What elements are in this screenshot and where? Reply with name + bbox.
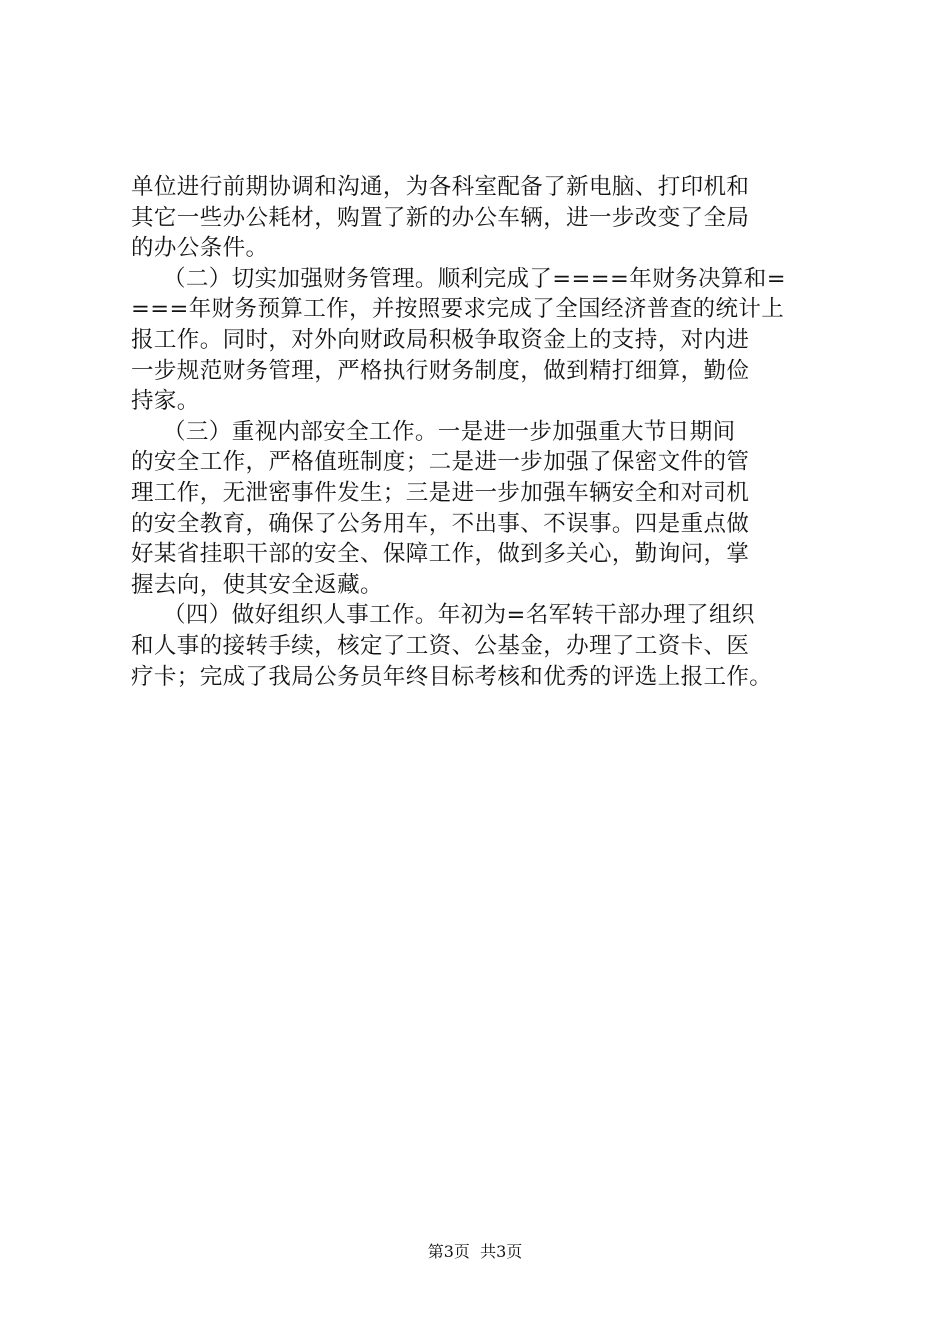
text-line: 的安全教育，确保了公务用车，不出事、不误事。四是重点做 bbox=[131, 510, 750, 537]
text-line: 和人事的接转手续，核定了工资、公基金，办理了工资卡、医 bbox=[131, 632, 750, 659]
text-line: 好某省挂职干部的安全、保障工作，做到多关心，勤询问，掌 bbox=[131, 541, 750, 568]
document-body bbox=[131, 172, 843, 692]
section-3-heading-line: （三）重视内部安全工作。一是进一步加强重大节日期间 bbox=[163, 418, 736, 445]
section-4-heading-line: （四）做好组织人事工作。年初为=名军转干部办理了组织 bbox=[163, 602, 755, 629]
text-line: 疗卡；完成了我局公务员年终目标考核和优秀的评选上报工作。 bbox=[131, 663, 773, 690]
text-line: 持家。 bbox=[131, 388, 200, 415]
text-line: 理工作，无泄密事件发生；三是进一步加强车辆安全和对司机 bbox=[131, 479, 750, 506]
text-line: 单位进行前期协调和沟通，为各科室配备了新电脑、打印机和 bbox=[131, 174, 750, 200]
text-line: ===年财务预算工作，并按照要求完成了全国经济普查的统计上 bbox=[131, 296, 785, 323]
page-number-label: 第3页 共3页 bbox=[427, 1242, 523, 1261]
text-line: 一步规范财务管理，严格执行财务制度，做到精打细算，勤俭 bbox=[131, 357, 750, 384]
text-line: 报工作。同时，对外向财政局积极争取资金上的支持，对内进 bbox=[131, 326, 750, 353]
text-line: 的安全工作，严格值班制度；二是进一步加强了保密文件的管 bbox=[131, 449, 750, 476]
text-line: 其它一些办公耗材，购置了新的办公车辆，进一步改变了全局 bbox=[131, 204, 750, 231]
text-line: 的办公条件。 bbox=[131, 235, 269, 262]
text-line: 握去向，使其安全返藏。 bbox=[131, 571, 383, 598]
page-footer bbox=[0, 1242, 950, 1262]
section-2-heading-line: （二）切实加强财务管理。顺利完成了====年财务决算和= bbox=[163, 265, 786, 292]
